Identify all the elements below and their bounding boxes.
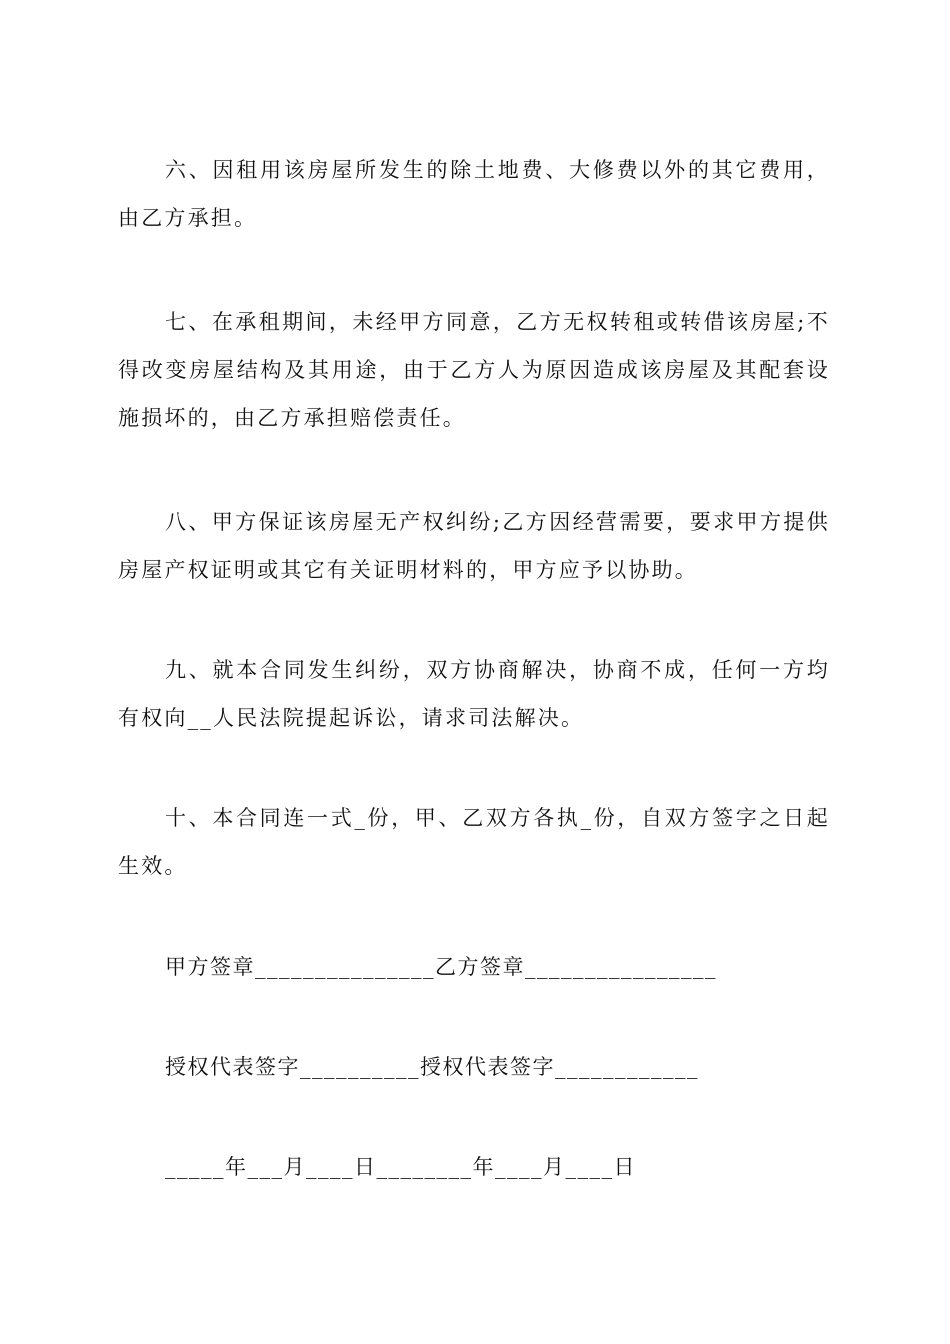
clause-7: 七、在承租期间，未经甲方同意，乙方无权转租或转借该房屋;不得改变房屋结构及其用途，由于乙方人为原因造成该房屋及其配套设施损坏的，由乙方承担赔偿责任。 [118,310,830,430]
authorized-representative-line: 授权代表签字__________授权代表签字____________ [165,1055,699,1079]
signature-seal-line: 甲方签章_______________乙方签章________________ [165,955,717,979]
signing-date-line: _____年___月____日________年____月____日 [165,1155,636,1179]
clause-8: 八、甲方保证该房屋无产权纠纷;乙方因经营需要，要求甲方提供房屋产权证明或其它有关证明材料的，甲方应予以协助。 [118,510,830,582]
clause-10: 十、本合同连一式_份，甲、乙双方各执_份，自双方签字之日起生效。 [118,806,830,878]
clause-6: 六、因租用该房屋所发生的除土地费、大修费以外的其它费用，由乙方承担。 [118,158,830,230]
clause-9: 九、就本合同发生纠纷，双方协商解决，协商不成，任何一方均有权向__人民法院提起诉讼，请求司法解决。 [118,658,830,730]
